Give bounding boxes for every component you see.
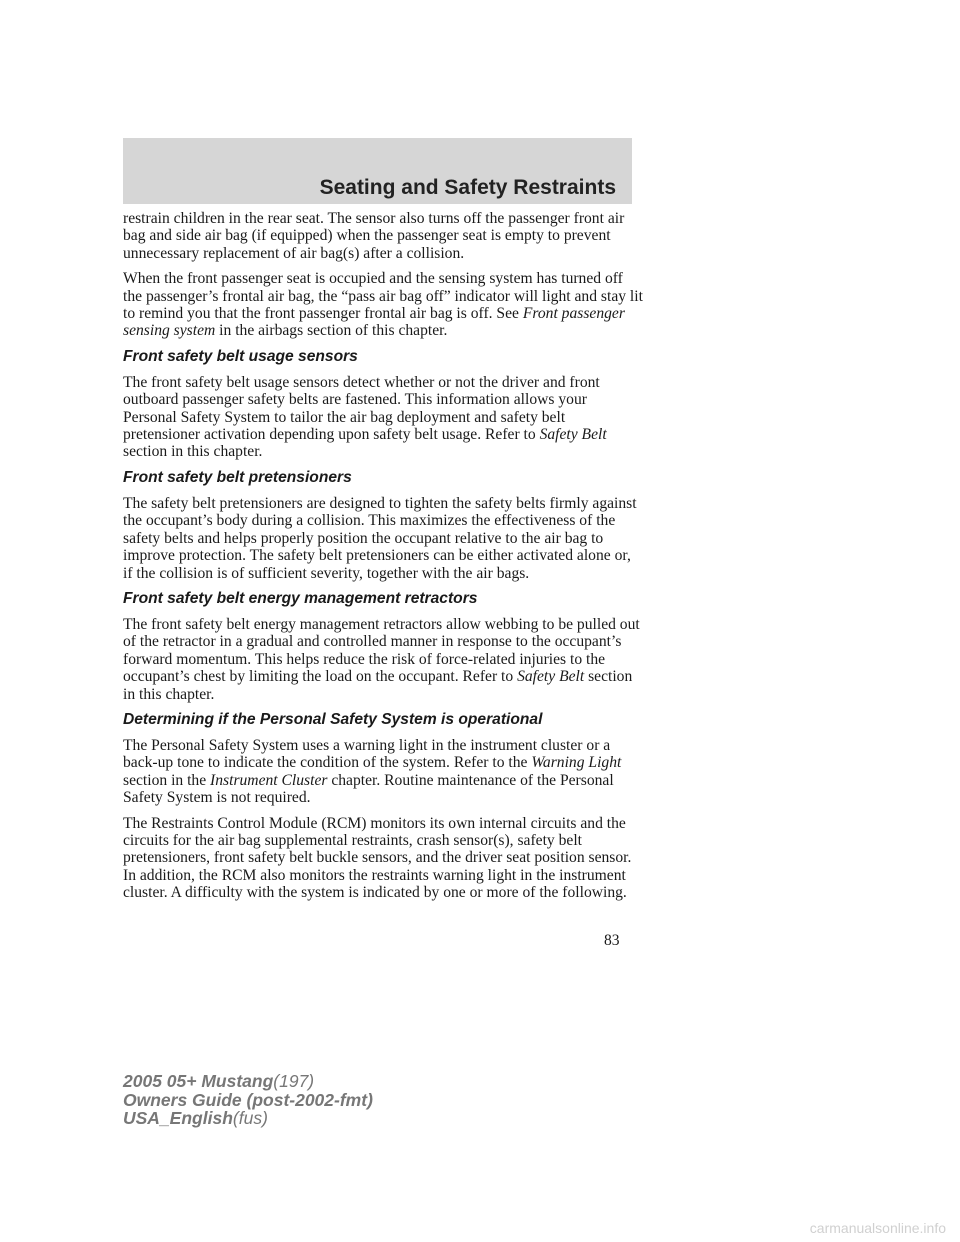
paragraph — [123, 270, 643, 340]
paragraph-text: in the airbags section of this chapter. — [215, 322, 448, 340]
section-heading-operational: Determining if the Personal Safety System is operational — [123, 710, 543, 728]
paragraph-text: The Restraints Control Module (RCM) monitors its own internal circuits and the circuits for the air bag supplemental restraints, crash sensor(s), safety belt pretensioners, front safety belt buckle sensors, and the driver seat position sensor. In addition, the RCM also monitors the restraints warning light in the instrument cluster. A difficulty with the system is indicated by one or more of the following. — [123, 814, 632, 902]
paragraph — [123, 616, 643, 703]
page-number: 83 — [604, 932, 620, 949]
footer-line — [123, 1109, 373, 1128]
footer-language: USA_English — [123, 1108, 233, 1128]
footer-model: 2005 05+ Mustang — [123, 1071, 274, 1091]
section-heading-pretensioners: Front safety belt pretensioners — [123, 468, 352, 486]
paragraph-text: The safety belt pretensioners are designed to tighten the safety belts firmly against the occupant’s body during a collision. This maximizes the effectiveness of the safety belts and helps properly position the occupant relative to the air bag to improve protection. The safety belt pretensioners can be either activated alone or, if the collision is of sufficient severity, together with the air bags. — [123, 494, 637, 582]
paragraph-text: section in the — [123, 771, 211, 789]
watermark: carmanualsonline.info — [809, 1220, 946, 1236]
footer-code: (fus) — [232, 1108, 268, 1128]
section-heading-usage-sensors: Front safety belt usage sensors — [123, 347, 358, 365]
paragraph-text: restrain children in the rear seat. The sensor also turns off the passenger front air bag and side air bag (if equipped) when the passenger seat is empty to prevent unnecessary replacement of air bag(s) after a collision. — [123, 210, 625, 262]
paragraph — [123, 374, 643, 461]
paragraph-text: section in this chapter. — [123, 443, 263, 461]
footer-code: (197) — [273, 1071, 315, 1091]
paragraph — [123, 495, 643, 582]
cross-reference: Instrument Cluster — [210, 771, 328, 789]
paragraph-text: The front safety belt usage sensors detect whether or not the driver and front outboard passenger safety belts are fastened. This information allows your Personal Safety System to tailor the air bag deployment and safety belt pretensioner activation depending upon safety belt usage. Refer to — [123, 373, 600, 444]
cross-reference: Safety Belt — [539, 426, 607, 444]
paragraph-text: The Personal Safety System uses a warning light in the instrument cluster or a back-up tone to indicate the condition of the system. Refer to the — [123, 736, 611, 772]
footer-line — [123, 1072, 373, 1091]
cross-reference: Warning Light — [531, 754, 622, 772]
paragraph — [123, 210, 643, 262]
footer-guide: Owners Guide (post-2002-fmt) — [123, 1089, 373, 1110]
paragraph — [123, 815, 643, 902]
section-heading-retractors: Front safety belt energy management retractors — [123, 589, 478, 607]
footer-line — [123, 1091, 373, 1110]
document-footer — [123, 1072, 373, 1128]
paragraph — [123, 737, 643, 807]
paragraph-text: When the front passenger seat is occupied and the sensing system has turned off the passenger’s frontal air bag, the “pass air bag off” indicator will light and stay lit to remind you that the front passenger frontal air bag is off. See — [123, 270, 643, 323]
paragraph-text: section in this chapter. — [123, 668, 633, 703]
page-content — [123, 210, 643, 910]
paragraph-text: The front safety belt energy management retractors allow webbing to be pulled out of the retractor in a gradual and controlled manner in response to the occupant’s forward momentum. This helps reduce the risk of force-related injuries to the occupant’s chest by limiting the load on the occupant. Refer to — [123, 615, 640, 686]
cross-reference: Front passenger sensing system — [123, 305, 625, 340]
paragraph-text: chapter. Routine maintenance of the Personal Safety System is not required. — [123, 771, 614, 807]
chapter-header — [123, 138, 632, 204]
cross-reference: Safety Belt — [517, 668, 585, 686]
chapter-title: Seating and Safety Restraints — [319, 176, 616, 199]
